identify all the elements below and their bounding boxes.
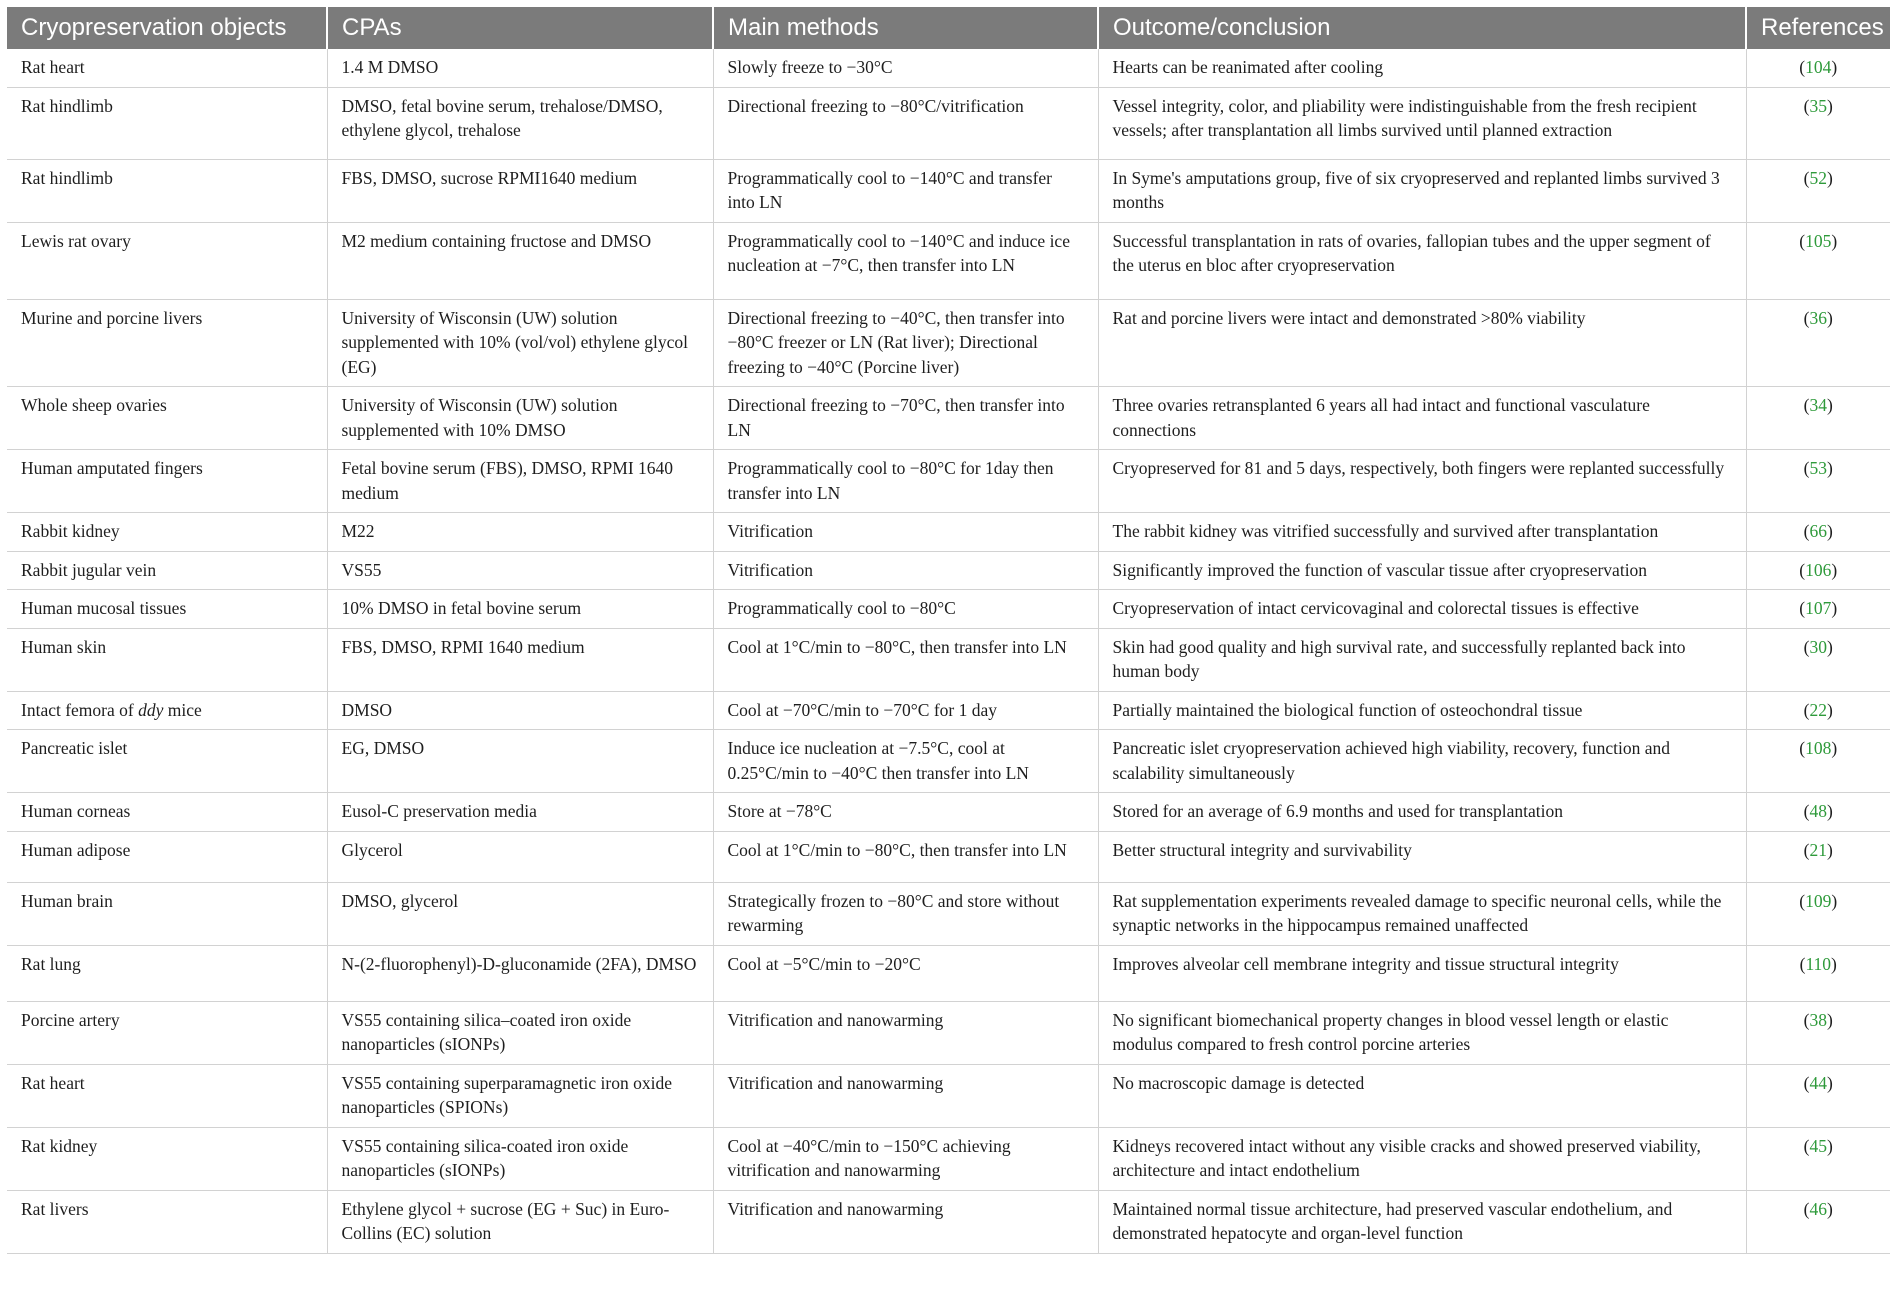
cell-cpas: DMSO, fetal bovine serum, trehalose/DMSO, ethylene glycol, trehalose: [327, 87, 713, 159]
cell-reference: (110): [1746, 945, 1890, 1001]
table-row: [7, 730, 1890, 793]
cell-outcome: Cryopreservation of intact cervicovaginal and colorectal tissues is effective: [1098, 590, 1746, 629]
reference-link[interactable]: 34: [1809, 395, 1827, 415]
reference-link[interactable]: 110: [1805, 953, 1832, 974]
cell-object: Human skin: [7, 628, 327, 691]
cell-outcome: Improves alveolar cell membrane integrity and tissue structural integrity: [1098, 945, 1746, 1001]
cell-methods: Programmatically cool to −140°C and induce ice nucleation at −7°C, then transfer into LN: [713, 222, 1098, 299]
cell-object: Lewis rat ovary: [7, 222, 327, 299]
cell-outcome: No significant biomechanical property changes in blood vessel length or elastic modulus compared to fresh control porcine arteries: [1098, 1001, 1746, 1064]
cell-cpas: EG, DMSO: [327, 730, 713, 793]
cell-reference: (48): [1746, 793, 1890, 832]
cell-outcome: Rat and porcine livers were intact and demonstrated >80% viability: [1098, 299, 1746, 387]
cell-methods: Strategically frozen to −80°C and store without rewarming: [713, 882, 1098, 945]
cell-methods: Programmatically cool to −80°C: [713, 590, 1098, 629]
header-outcome: Outcome/conclusion: [1098, 7, 1746, 49]
cell-methods: Directional freezing to −80°C/vitrification: [713, 87, 1098, 159]
cell-outcome: Kidneys recovered intact without any visible cracks and showed preserved viability, architecture and intact endothelium: [1098, 1127, 1746, 1190]
cell-methods: Cool at 1°C/min to −80°C, then transfer into LN: [713, 831, 1098, 882]
cell-object: Rabbit kidney: [7, 513, 327, 552]
cell-outcome: Hearts can be reanimated after cooling: [1098, 49, 1746, 87]
cell-outcome: Pancreatic islet cryopreservation achieved high viability, recovery, function and scalability simultaneously: [1098, 730, 1746, 793]
table-row: [7, 1127, 1890, 1190]
cell-methods: Induce ice nucleation at −7.5°C, cool at 0.25°C/min to −40°C then transfer into LN: [713, 730, 1098, 793]
cell-object: Rat heart: [7, 49, 327, 87]
table-row: [7, 590, 1890, 629]
cell-methods: Store at −78°C: [713, 793, 1098, 832]
table-row: [7, 1064, 1890, 1127]
reference-link[interactable]: 21: [1809, 839, 1827, 860]
cell-reference: (46): [1746, 1190, 1890, 1253]
reference-link[interactable]: 105: [1805, 230, 1832, 251]
table-row: [7, 793, 1890, 832]
cell-reference: (105): [1746, 222, 1890, 299]
cell-methods: Vitrification: [713, 513, 1098, 552]
reference-link[interactable]: 38: [1809, 1009, 1827, 1030]
reference-link[interactable]: 53: [1809, 458, 1827, 478]
cell-cpas: 1.4 M DMSO: [327, 49, 713, 87]
cell-object: Human corneas: [7, 793, 327, 832]
table-row: [7, 1190, 1890, 1253]
cell-methods: Directional freezing to −70°C, then transfer into LN: [713, 387, 1098, 450]
cell-object: Pancreatic islet: [7, 730, 327, 793]
cell-object: Whole sheep ovaries: [7, 387, 327, 450]
cryopreservation-table: [7, 7, 1890, 1254]
cell-object: Murine and porcine livers: [7, 299, 327, 387]
cell-methods: Directional freezing to −40°C, then transfer into −80°C freezer or LN (Rat liver); Directional freezing to −40°C (Porcine liver): [713, 299, 1098, 387]
header-cpas: CPAs: [327, 7, 713, 49]
reference-link[interactable]: 44: [1809, 1072, 1827, 1093]
cell-outcome: Better structural integrity and survivability: [1098, 831, 1746, 882]
cell-outcome: Maintained normal tissue architecture, had preserved vascular endothelium, and demonstrated hepatocyte and organ-level function: [1098, 1190, 1746, 1253]
cell-methods: Vitrification: [713, 551, 1098, 590]
cell-cpas: DMSO, glycerol: [327, 882, 713, 945]
cell-outcome: Stored for an average of 6.9 months and used for transplantation: [1098, 793, 1746, 832]
reference-link[interactable]: 46: [1809, 1198, 1827, 1219]
table-row: [7, 49, 1890, 87]
cell-cpas: University of Wisconsin (UW) solution supplemented with 10% (vol/vol) ethylene glycol (EG): [327, 299, 713, 387]
header-references: References: [1746, 7, 1890, 49]
cell-cpas: VS55 containing silica–coated iron oxide nanoparticles (sIONPs): [327, 1001, 713, 1064]
cell-object: Human brain: [7, 882, 327, 945]
cell-reference: (35): [1746, 87, 1890, 159]
reference-link[interactable]: 52: [1809, 167, 1827, 188]
table-row: [7, 387, 1890, 450]
cell-methods: Slowly freeze to −30°C: [713, 49, 1098, 87]
cell-reference: (53): [1746, 450, 1890, 513]
cell-cpas: FBS, DMSO, RPMI 1640 medium: [327, 628, 713, 691]
reference-link[interactable]: 106: [1805, 559, 1832, 580]
reference-link[interactable]: 22: [1809, 699, 1827, 720]
cell-cpas: Glycerol: [327, 831, 713, 882]
cell-reference: (36): [1746, 299, 1890, 387]
cell-outcome: Skin had good quality and high survival rate, and successfully replanted back into human body: [1098, 628, 1746, 691]
cell-methods: Cool at 1°C/min to −80°C, then transfer into LN: [713, 628, 1098, 691]
table-body: [7, 49, 1890, 1253]
cell-reference: (109): [1746, 882, 1890, 945]
cell-reference: (104): [1746, 49, 1890, 87]
header-objects: Cryopreservation objects: [7, 7, 327, 49]
cell-cpas: Ethylene glycol + sucrose (EG + Suc) in Euro-Collins (EC) solution: [327, 1190, 713, 1253]
cell-methods: Cool at −70°C/min to −70°C for 1 day: [713, 691, 1098, 730]
cell-cpas: M2 medium containing fructose and DMSO: [327, 222, 713, 299]
cell-object: Rat hindlimb: [7, 87, 327, 159]
cell-object: Human adipose: [7, 831, 327, 882]
cell-cpas: VS55: [327, 551, 713, 590]
cell-cpas: VS55 containing silica-coated iron oxide nanoparticles (sIONPs): [327, 1127, 713, 1190]
table-row: [7, 691, 1890, 730]
cell-reference: (30): [1746, 628, 1890, 691]
cell-reference: (22): [1746, 691, 1890, 730]
table-row: [7, 1001, 1890, 1064]
cell-methods: Vitrification and nanowarming: [713, 1001, 1098, 1064]
reference-link[interactable]: 66: [1809, 521, 1827, 541]
header-methods: Main methods: [713, 7, 1098, 49]
cell-cpas: University of Wisconsin (UW) solution supplemented with 10% DMSO: [327, 387, 713, 450]
cell-outcome: Partially maintained the biological function of osteochondral tissue: [1098, 691, 1746, 730]
cell-reference: (44): [1746, 1064, 1890, 1127]
cell-object: Rat heart: [7, 1064, 327, 1127]
cell-reference: (45): [1746, 1127, 1890, 1190]
cell-methods: Vitrification and nanowarming: [713, 1190, 1098, 1253]
cell-outcome: Vessel integrity, color, and pliability were indistinguishable from the fresh recipient vessels; after transplantation all limbs survived until planned extraction: [1098, 87, 1746, 159]
reference-link[interactable]: 109: [1805, 890, 1832, 911]
cell-cpas: N-(2-fluorophenyl)-D-gluconamide (2FA), DMSO: [327, 945, 713, 1001]
cell-outcome: Rat supplementation experiments revealed damage to specific neuronal cells, while the synaptic networks in the hippocampus remained unaffected: [1098, 882, 1746, 945]
table-row: [7, 87, 1890, 159]
cell-cpas: VS55 containing superparamagnetic iron oxide nanoparticles (SPIONs): [327, 1064, 713, 1127]
cell-object: Rat hindlimb: [7, 159, 327, 222]
cell-reference: (107): [1746, 590, 1890, 629]
cell-outcome: Cryopreserved for 81 and 5 days, respectively, both fingers were replanted successfully: [1098, 450, 1746, 513]
table-row: [7, 831, 1890, 882]
cell-reference: (66): [1746, 513, 1890, 552]
reference-link[interactable]: 45: [1809, 1135, 1827, 1156]
header-row: [7, 7, 1890, 49]
table-row: [7, 551, 1890, 590]
table-row: [7, 159, 1890, 222]
cell-outcome: In Syme's amputations group, five of six cryopreserved and replanted limbs survived 3 months: [1098, 159, 1746, 222]
cell-methods: Cool at −5°C/min to −20°C: [713, 945, 1098, 1001]
cell-object: Rat livers: [7, 1190, 327, 1253]
reference-link[interactable]: 48: [1809, 801, 1827, 821]
table-row: [7, 628, 1890, 691]
cell-reference: (21): [1746, 831, 1890, 882]
cell-object: Rabbit jugular vein: [7, 551, 327, 590]
cell-methods: Programmatically cool to −80°C for 1day then transfer into LN: [713, 450, 1098, 513]
table-row: [7, 222, 1890, 299]
cell-outcome: The rabbit kidney was vitrified successfully and survived after transplantation: [1098, 513, 1746, 552]
cell-object: Intact femora of ddy mice: [7, 691, 327, 730]
cell-cpas: DMSO: [327, 691, 713, 730]
cell-outcome: Successful transplantation in rats of ovaries, fallopian tubes and the upper segment of the uterus en bloc after cryopreservation: [1098, 222, 1746, 299]
cell-object: Rat kidney: [7, 1127, 327, 1190]
cell-reference: (108): [1746, 730, 1890, 793]
cell-object: Human amputated fingers: [7, 450, 327, 513]
strain-name: ddy: [138, 699, 164, 720]
reference-link[interactable]: 104: [1805, 57, 1832, 77]
cell-methods: Cool at −40°C/min to −150°C achieving vitrification and nanowarming: [713, 1127, 1098, 1190]
cell-cpas: FBS, DMSO, sucrose RPMI1640 medium: [327, 159, 713, 222]
table-row: [7, 945, 1890, 1001]
cell-cpas: 10% DMSO in fetal bovine serum: [327, 590, 713, 629]
table-row: [7, 299, 1890, 387]
cell-cpas: Eusol-C preservation media: [327, 793, 713, 832]
cell-outcome: No macroscopic damage is detected: [1098, 1064, 1746, 1127]
cell-reference: (34): [1746, 387, 1890, 450]
cell-reference: (38): [1746, 1001, 1890, 1064]
cell-object: Rat lung: [7, 945, 327, 1001]
cell-outcome: Three ovaries retransplanted 6 years all had intact and functional vasculature connections: [1098, 387, 1746, 450]
cell-cpas: M22: [327, 513, 713, 552]
cell-object: Human mucosal tissues: [7, 590, 327, 629]
reference-link[interactable]: 30: [1809, 636, 1827, 657]
cell-reference: (106): [1746, 551, 1890, 590]
table-row: [7, 450, 1890, 513]
table-row: [7, 513, 1890, 552]
cell-methods: Programmatically cool to −140°C and transfer into LN: [713, 159, 1098, 222]
cell-cpas: Fetal bovine serum (FBS), DMSO, RPMI 1640 medium: [327, 450, 713, 513]
reference-link[interactable]: 35: [1809, 95, 1827, 116]
cell-methods: Vitrification and nanowarming: [713, 1064, 1098, 1127]
reference-link[interactable]: 108: [1805, 738, 1832, 758]
cell-reference: (52): [1746, 159, 1890, 222]
table-row: [7, 882, 1890, 945]
cell-outcome: Significantly improved the function of vascular tissue after cryopreservation: [1098, 551, 1746, 590]
reference-link[interactable]: 36: [1809, 307, 1827, 328]
cell-object: Porcine artery: [7, 1001, 327, 1064]
reference-link[interactable]: 107: [1805, 598, 1832, 618]
